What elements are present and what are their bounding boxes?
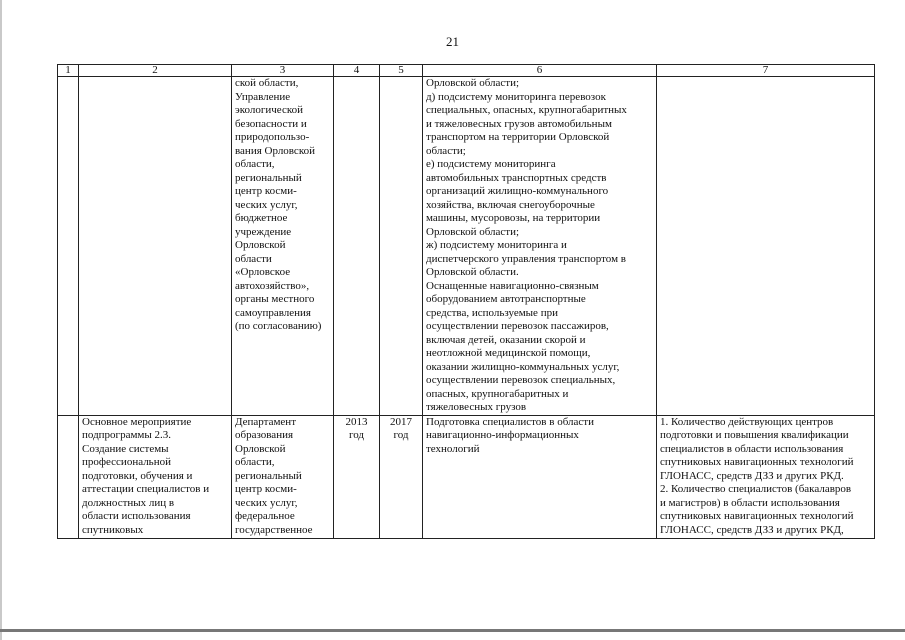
cell-text-line: ж) подсистему мониторинга и [426, 239, 567, 251]
cell-text-line: области, [235, 158, 275, 170]
program-table [57, 64, 875, 539]
cell-text-line: автомобильных транспортных средств [426, 171, 607, 184]
cell-text-line: региональный [235, 171, 302, 184]
cell-text-line: Подготовка специалистов в области [426, 415, 594, 428]
cell-text-line: центр косми- [235, 185, 297, 197]
cell-text-line: год [348, 429, 365, 441]
cell-text-line: области [235, 252, 272, 265]
cell-text-line: ской области, [235, 77, 299, 89]
cell-text-line: области использования [82, 510, 191, 522]
row-b-start-year [334, 415, 380, 538]
row-b-executors [232, 415, 334, 538]
header-cell-6: 6 [423, 65, 657, 77]
header-cell-3: 3 [232, 65, 334, 77]
row-a-executors [232, 77, 334, 416]
cell-text-line: образования [235, 429, 294, 441]
cell-text-line: Создание системы [82, 442, 169, 455]
cell-text-line: подготовки и повышения квалификации [660, 429, 849, 441]
cell-text-line: специальных, опасных, крупногабаритных [426, 104, 627, 116]
cell-text-line: и магистров) в области использования [660, 496, 840, 509]
header-cell-7: 7 [657, 65, 875, 77]
cell-text-line: Орловской области; [426, 225, 520, 238]
row-a-col7 [657, 77, 875, 416]
cell-text-line: транспортом на территории Орловской [426, 131, 610, 143]
header-cell-4: 4 [334, 65, 380, 77]
scan-edge-bottom [0, 629, 905, 632]
cell-text-line: ческих услуг, [235, 198, 298, 211]
cell-text-line: ГЛОНАСС, средств ДЗЗ и других РКД. [660, 469, 844, 482]
cell-text-line: Орловской области; [426, 77, 520, 89]
row-a-col5 [380, 77, 423, 416]
cell-text-line: ГЛОНАСС, средств ДЗЗ и других РКД, [660, 523, 844, 536]
cell-text-line: и тяжеловесных грузов автомобильным [426, 117, 612, 130]
row-b-results [423, 415, 657, 538]
page-number: 21 [446, 34, 459, 49]
table-row-measure-2-3 [58, 415, 875, 538]
row-a-results [423, 77, 657, 416]
cell-text-line: 1. Количество действующих центров [660, 415, 834, 428]
cell-text-line: Департамент [235, 415, 297, 428]
table-row-continuation [58, 77, 875, 416]
cell-text-line: вания Орловской [235, 144, 315, 157]
cell-text-line: оборудованием автотранспортные [426, 293, 586, 305]
cell-text-line: органы местного [235, 293, 315, 305]
cell-text-line: центр косми- [235, 483, 297, 495]
cell-text-line: самоуправления [235, 306, 311, 319]
cell-text-line: Орловской [235, 442, 286, 455]
cell-text-line: Оснащенные навигационно-связным [426, 279, 599, 292]
cell-text-line: ческих услуг, [235, 496, 298, 509]
cell-text-line: бюджетное [235, 212, 288, 224]
cell-text-line: федеральное [235, 510, 295, 522]
scan-edge-left [0, 0, 2, 640]
cell-text-line: машины, мусоровозы, на территории [426, 212, 601, 224]
cell-text-line: 2. Количество специалистов (бакалавров [660, 483, 852, 495]
cell-text-line: е) подсистему мониторинга [426, 158, 556, 170]
cell-text-line: осуществлении перевозок пассажиров, [426, 320, 609, 332]
cell-text-line: Орловской [235, 239, 286, 251]
cell-text-line: д) подсистему мониторинга перевозок [426, 90, 606, 103]
cell-text-line: осуществлении перевозок специальных, [426, 374, 616, 386]
cell-text-line: государственное [235, 523, 313, 536]
cell-text-line: 2013 [345, 415, 368, 428]
cell-text-line: спутниковых навигационных технологий [660, 456, 854, 468]
cell-text-line: «Орловское [235, 266, 291, 278]
header-cell-5: 5 [380, 65, 423, 77]
cell-text-line: Управление [235, 90, 291, 103]
row-b-end-year [380, 415, 423, 538]
cell-text-line: автохозяйство», [235, 279, 310, 292]
cell-text-line: тяжеловесных грузов [426, 401, 527, 413]
cell-text-line: природопользо- [235, 131, 310, 143]
cell-text-line: навигационно-информационных [426, 429, 579, 441]
cell-text-line: Орловской области. [426, 266, 519, 278]
cell-text-line: безопасности и [235, 117, 307, 130]
cell-text-line: должностных лиц в [82, 496, 175, 509]
cell-text-line: (по согласованию) [235, 320, 322, 332]
header-cell-1: 1 [58, 65, 79, 77]
cell-text-line: средства, используемые при [426, 306, 558, 319]
cell-text-line: подпрограммы 2.3. [82, 429, 172, 441]
cell-text-line: спутниковых [82, 523, 144, 536]
row-a-col2 [79, 77, 232, 416]
cell-text-line: спутниковых навигационных технологий [660, 510, 854, 522]
cell-text-line: подготовки, обучения и [82, 469, 193, 482]
row-a-col1 [58, 77, 79, 416]
header-cell-2: 2 [79, 65, 232, 77]
cell-text-line: Основное мероприятие [82, 415, 192, 428]
cell-text-line: опасных, крупногабаритных и [426, 387, 569, 400]
cell-text-line: оказании жилищно-коммунальных услуг, [426, 360, 620, 373]
cell-text-line: диспетчерского управления транспортом в [426, 252, 626, 265]
cell-text-line: хозяйства, включая снегоуборочные [426, 198, 595, 211]
cell-text-line: неотложной медицинской помощи, [426, 347, 591, 359]
row-b-measure-name [79, 415, 232, 538]
cell-text-line: технологий [426, 442, 480, 455]
cell-text-line: профессиональной [82, 456, 171, 468]
cell-text-line: год [393, 429, 409, 441]
cell-text-line: организаций жилищно-коммунального [426, 185, 609, 197]
cell-text-line: аттестации специалистов и [82, 483, 210, 495]
cell-text-line: области, [235, 456, 275, 468]
cell-text-line: включая детей, оказании скорой и [426, 333, 586, 346]
cell-text-line: 2017 [390, 415, 412, 428]
cell-text-line: области; [426, 144, 466, 157]
cell-text-line: специалистов в области использования [660, 442, 844, 455]
cell-text-line: региональный [235, 469, 302, 482]
row-b-col1 [58, 415, 79, 538]
cell-text-line: учреждение [235, 225, 292, 238]
cell-text-line: экологической [235, 104, 303, 116]
row-a-col4 [334, 77, 380, 416]
row-b-indicators [657, 415, 875, 538]
table-header-row [58, 65, 875, 77]
